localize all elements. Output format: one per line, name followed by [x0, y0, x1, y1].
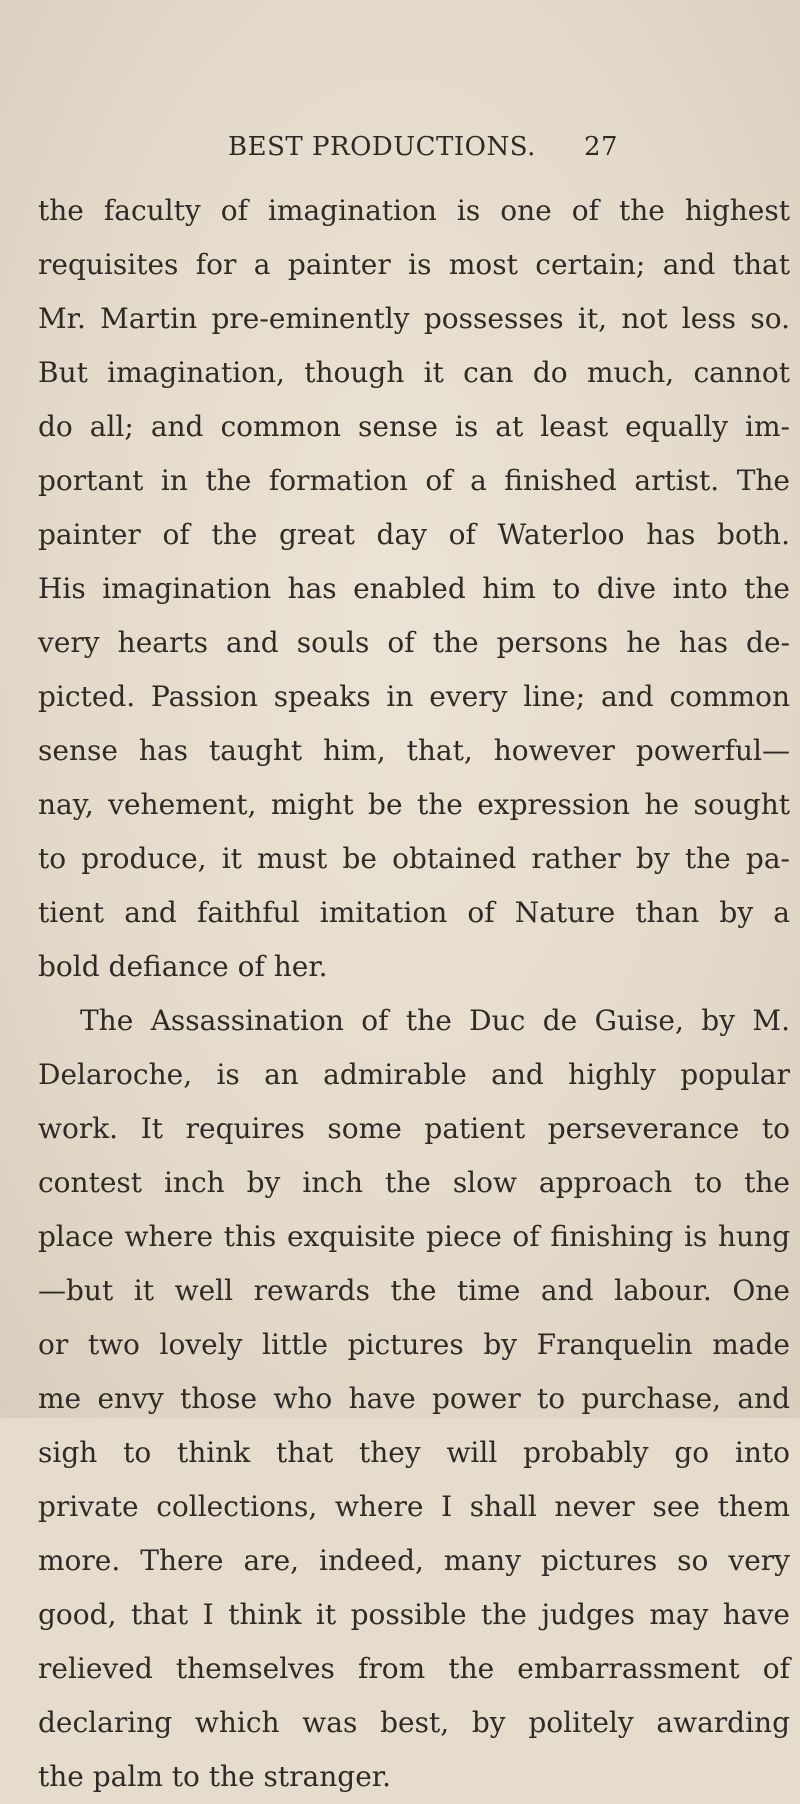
body-text — [38, 184, 790, 1804]
text-line: Mr. Martin pre-eminently possesses it, not less so. — [38, 302, 790, 335]
text-line: His imagination has enabled him to dive into the — [38, 572, 790, 605]
text-line: good, that I think it possible the judges may have — [38, 1598, 790, 1631]
text-line: Delaroche, is an admirable and highly popular — [38, 1058, 790, 1091]
paragraph-start-line: The Assassination of the Duc de Guise, by M. — [80, 1004, 790, 1037]
text-line: picted. Passion speaks in every line; and common — [38, 680, 790, 713]
text-line: relieved themselves from the embarrassment of — [38, 1652, 790, 1685]
text-line: —but it well rewards the time and labour. One — [38, 1274, 790, 1307]
text-line: me envy those who have power to purchase, and — [38, 1382, 790, 1415]
text-line: sigh to think that they will probably go into — [38, 1436, 790, 1469]
text-line: work. It requires some patient perseverance to — [38, 1112, 790, 1145]
text-line: more. There are, indeed, many pictures so very — [38, 1544, 790, 1577]
text-line: declaring which was best, by politely awarding — [38, 1706, 790, 1739]
text-line: nay, vehement, might be the expression he sought — [38, 788, 790, 821]
text-line: to produce, it must be obtained rather by the pa- — [38, 842, 790, 875]
text-line: place where this exquisite piece of finishing is hung — [38, 1220, 790, 1253]
text-line: portant in the formation of a finished artist. The — [38, 464, 790, 497]
text-line: sense has taught him, that, however powerful— — [38, 734, 790, 767]
text-line: But imagination, though it can do much, cannot — [38, 356, 790, 389]
text-line: do all; and common sense is at least equally im- — [38, 410, 790, 443]
text-line: contest inch by inch the slow approach to the — [38, 1166, 790, 1199]
paragraph-end-line: the palm to the stranger. — [38, 1760, 391, 1793]
paragraph-end-line: bold defiance of her. — [38, 950, 328, 983]
text-line: very hearts and souls of the persons he has de- — [38, 626, 790, 659]
text-line: or two lovely little pictures by Franquelin made — [38, 1328, 790, 1361]
running-head-title: BEST PRODUCTIONS. — [228, 132, 536, 162]
text-line: tient and faithful imitation of Nature than by a — [38, 896, 790, 929]
text-line: requisites for a painter is most certain; and that — [38, 248, 790, 281]
text-line: the faculty of imagination is one of the highest — [38, 194, 790, 227]
text-line: painter of the great day of Waterloo has both. — [38, 518, 790, 551]
page-number: 27 — [584, 132, 619, 162]
running-head — [228, 132, 628, 172]
text-line: private collections, where I shall never see them — [38, 1490, 790, 1523]
